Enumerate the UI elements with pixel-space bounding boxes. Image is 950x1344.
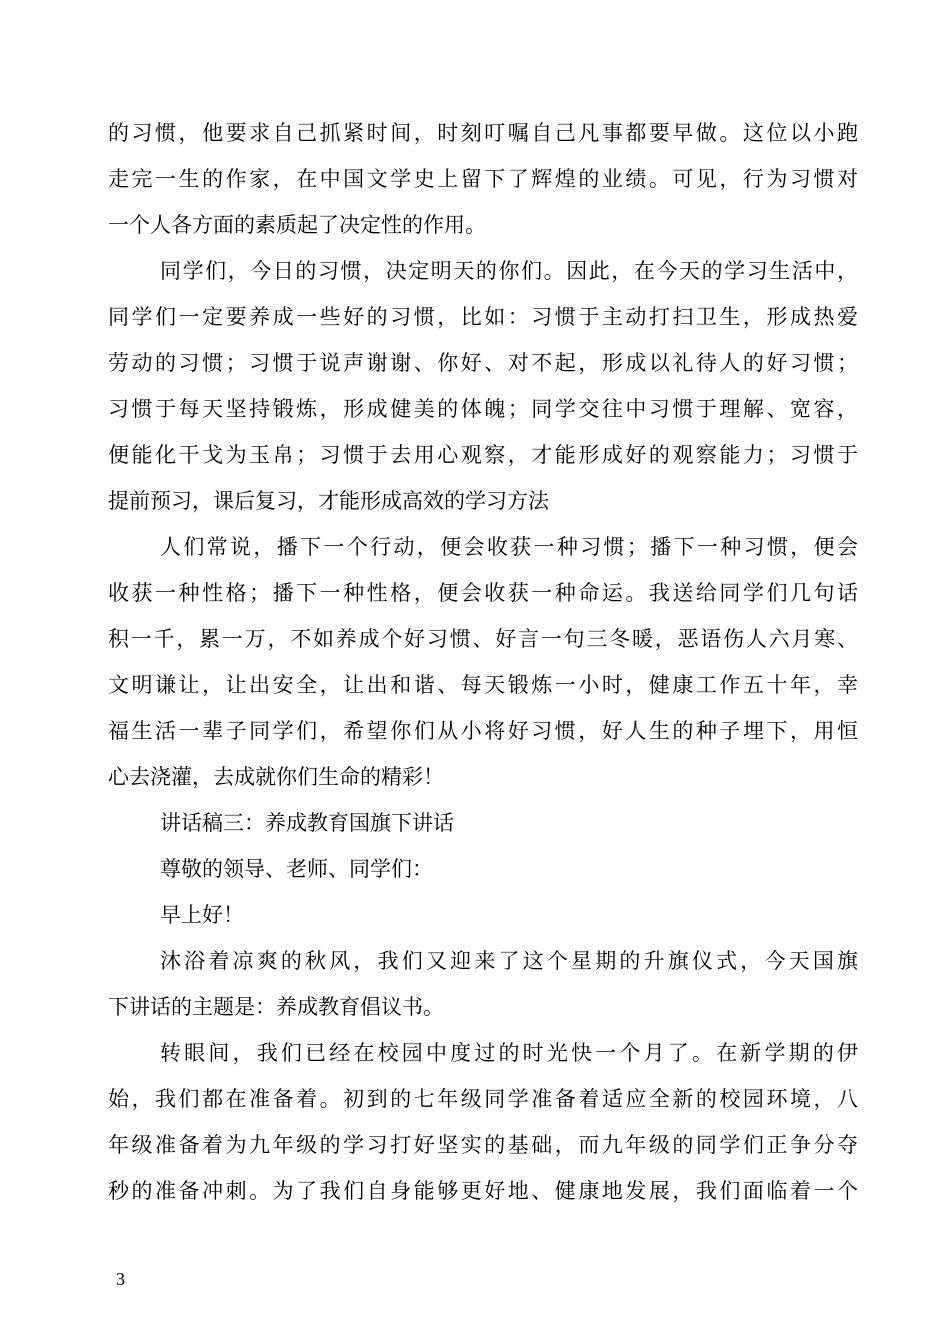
text-line: 提前预习，课后复习，才能形成高效的学习方法 [108, 489, 549, 513]
text-line: 积一千，累一万，不如养成个好习惯、好言一句三冬暖，恶语伤人六月寒、 [108, 627, 858, 651]
text-line: 年级准备着为九年级的学习打好坚实的基础，而九年级的同学们正争分夺 [108, 1133, 858, 1157]
text-line: 下讲话的主题是：养成教育倡议书。 [108, 995, 444, 1019]
page-number: 3 [116, 1269, 125, 1289]
text-line: 习惯于每天坚持锻炼，形成健美的体魄；同学交往中习惯于理解、宽容， [108, 397, 858, 421]
text-line: 劳动的习惯；习惯于说声谢谢、你好、对不起，形成以礼待人的好习惯； [108, 351, 858, 375]
text-line: 同学们，今日的习惯，决定明天的你们。因此，在今天的学习生活中， [160, 259, 858, 283]
text-line: 秒的准备冲刺。为了我们自身能够更好地、健康地发展，我们面临着一个 [108, 1179, 858, 1203]
text-line: 转眼间，我们已经在校园中度过的时光快一个月了。在新学期的伊 [160, 1041, 858, 1065]
text-line: 文明谦让，让出安全，让出和谐、每天锻炼一小时，健康工作五十年，幸 [108, 673, 858, 697]
speech-heading: 讲话稿三：养成教育国旗下讲话 [160, 811, 454, 835]
text-line: 走完一生的作家，在中国文学史上留下了辉煌的业绩。可见，行为习惯对 [108, 167, 858, 191]
salutation: 尊敬的领导、老师、同学们： [160, 857, 433, 881]
greeting: 早上好！ [160, 903, 244, 927]
text-line: 人们常说，播下一个行动，便会收获一种习惯；播下一种习惯，便会 [160, 535, 858, 559]
text-line: 福生活一辈子同学们，希望你们从小将好习惯，好人生的种子埋下，用恒 [108, 719, 858, 743]
text-line: 便能化干戈为玉帛；习惯于去用心观察，才能形成好的观察能力；习惯于 [108, 443, 858, 467]
text-line: 一个人各方面的素质起了决定性的作用。 [108, 213, 486, 237]
text-line: 始，我们都在准备着。初到的七年级同学准备着适应全新的校园环境，八 [108, 1087, 858, 1111]
text-line: 沐浴着凉爽的秋风，我们又迎来了这个星期的升旗仪式，今天国旗 [160, 949, 858, 973]
text-line: 同学们一定要养成一些好的习惯，比如：习惯于主动打扫卫生，形成热爱 [108, 305, 858, 329]
text-line: 收获一种性格；播下一种性格，便会收获一种命运。我送给同学们几句话 [108, 581, 858, 605]
text-line: 的习惯，他要求自己抓紧时间，时刻叮嘱自己凡事都要早做。这位以小跑 [108, 121, 858, 145]
text-line: 心去浇灌，去成就你们生命的精彩！ [108, 765, 444, 789]
